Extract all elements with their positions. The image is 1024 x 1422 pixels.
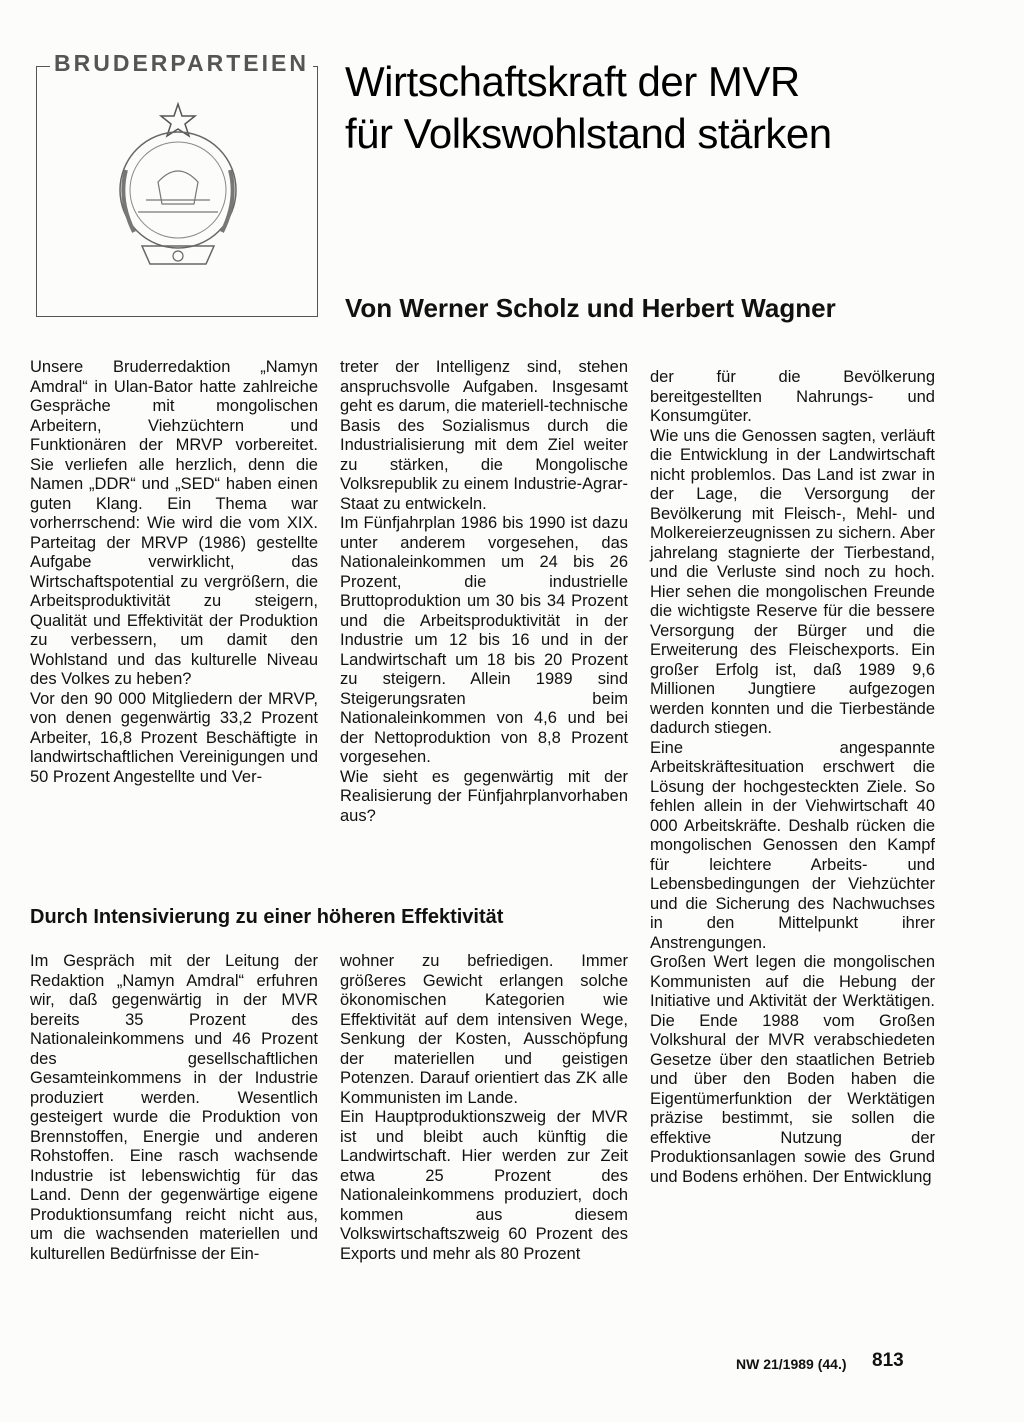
column-right	[650, 368, 935, 1187]
title-line-2: für Volkswohlstand stärken	[345, 110, 832, 157]
paragraph: wohner zu befriedigen. Immer größeres Gewicht erlangen solche ökonomischen Kategorien wie Effektivität auf dem intensiven Wege, Senkung der Kosten, Ausschöpfung der materiellen und geistigen Potenzen. Darauf orientiert das ZK alle Kommunisten im Lande. Ein Hauptproduktionszweig der MVR ist und bleibt auch künftig die Landwirtschaft. Hier werden zur Zeit etwa 25 Prozent des Nationaleinkommens produziert, doch kommen aus diesem Volkswirtschaftszweig 60 Prozent des Exports und mehr als 80 Prozent	[340, 952, 628, 1263]
article-title	[345, 56, 832, 160]
mongolian-state-emblem-icon	[98, 100, 258, 280]
paragraph: Unsere Bruderredaktion „Namyn Amdral“ in Ulan-Bator hatte zahlreiche Gespräche mit mongolischen Arbeitern, Viehzüchtern und Funktionären der MRVP vorbereitet. Sie verliefen alle herzlich, denn die Namen „DDR“ und „SED“ haben einen guten Klang. Ein Thema war vorherrschend: Wie wird die vom XIX. Parteitag der MRVP (1986) gestellte Aufgabe verwirklicht, das Wirtschaftspotential zu vergrößern, die Arbeitsproduktivität zu steigern, Qualität und Effektivität der Produktion zu verbessern, um damit den Wohlstand und das kulturelle Niveau des Volkes zu heben? Vor den 90 000 Mitgliedern der MRVP, von denen gegenwärtig 33,2 Prozent Arbeiter, 16,8 Prozent Beschäftigte in landwirtschaftlichen Vereinigungen und 50 Prozent Angestellte und Ver-	[30, 358, 318, 786]
paragraph: treter der Intelligenz sind, stehen anspruchsvolle Aufgaben. Insgesamt geht es darum, die materiell-technische Basis des Sozialismus durch die Industrialisierung mit dem Ziel weiter zu stärken, die Mongolische Volksrepublik zu einem Industrie-Agrar-Staat zu entwickeln. Im Fünfjahrplan 1986 bis 1990 ist dazu unter anderem vorgesehen, das Nationaleinkommen um 24 bis 26 Prozent, die industrielle Bruttoproduktion um 30 bis 34 Prozent und die Arbeitsproduktivität in der Industrie um 12 bis 16 und in der Landwirtschaft um 18 bis 20 Prozent zu steigern. Allein 1989 sind Steigerungsraten beim Nationaleinkommen von 4,6 und bei der Nettoproduktion von 8,8 Prozent vorgesehen. Wie sieht es gegenwärtig mit der Realisierung der Fünfjahrplanvorhaben aus?	[340, 358, 628, 825]
section-label: BRUDERPARTEIEN	[50, 50, 313, 77]
subheading: Durch Intensivierung zu einer höheren Effektivität	[30, 906, 504, 928]
column-middle-bottom	[340, 952, 628, 1264]
issue-label: NW 21/1989 (44.)	[736, 1356, 847, 1372]
column-left-bottom	[30, 952, 318, 1264]
column-left-top	[30, 358, 318, 787]
column-middle-top	[340, 358, 628, 826]
title-line-1: Wirtschaftskraft der MVR	[345, 58, 800, 105]
paragraph: der für die Bevölkerung bereitgestellten Nahrungs- und Konsumgüter. Wie uns die Genossen sagten, verläuft die Entwicklung in der Landwirtschaft nicht problemlos. Das Land ist zwar in der Lage, die Versorgung der Bevölkerung mit Fleisch-, Mehl- und Molkereierzeugnissen zu sichern. Aber jahrelang stagnierte der Tierbestand, und die Verluste sind noch zu hoch. Hier sehen die mongolischen Freunde die wichtigste Reserve für die bessere Versorgung der Bürger und die Erweiterung des Fleischexports. Ein großer Erfolg ist, daß 1989 9,6 Millionen Jungtiere aufgezogen werden konnten und die Tierbestände dadurch stiegen. Eine angespannte Arbeitskräftesituation erschwert die Lösung der hochgesteckten Ziele. So fehlen allein in der Viehwirtschaft 40 000 Arbeitskräfte. Deshalb rücken die mongolischen Genossen den Kampf für leichtere Arbeits- und Lebensbedingungen der Viehzüchter und die Sicherung des Nachwuchses in den Mittelpunkt ihrer Anstrengungen. Großen Wert legen die mongolischen Kommunisten auf die Hebung der Initiative und Aktivität der Werktätigen. Die Ende 1988 vom Großen Volkshural der MVR verabschiedeten Gesetze über den staatlichen Betrieb und über den Boden haben die Eigentümerfunktion der Werktätigen präzise bestimmt, sie sollen die effektive Nutzung der Produktionsanlagen sowie des Grund und Bodens erhöhen. Der Entwicklung	[650, 368, 935, 1186]
byline: Von Werner Scholz und Herbert Wagner	[345, 293, 836, 323]
page-number: 813	[872, 1350, 904, 1371]
paragraph: Im Gespräch mit der Leitung der Redaktion „Namyn Amdral“ erfuhren wir, daß gegenwärtig in der MVR bereits 35 Prozent des Nationaleinkommens und 46 Prozent des gesellschaftlichen Gesamteinkommens in der Industrie produziert werden. Wesentlich gesteigert wurde die Produktion von Brennstoffen, Energie und anderen Rohstoffen. Eine rasch wachsende Industrie ist lebenswichtig für das Land. Denn der gegenwärtige eigene Produktionsumfang reicht nicht aus, um die wachsenden materiellen und kulturellen Bedürfnisse der Ein-	[30, 952, 318, 1263]
